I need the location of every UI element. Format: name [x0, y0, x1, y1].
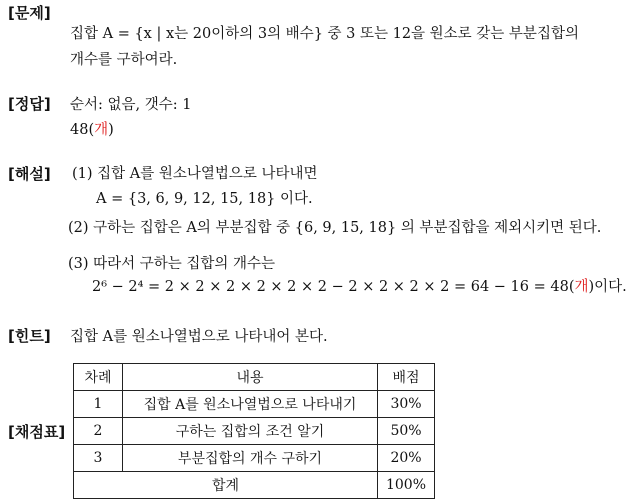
solution-label: [해설]: [8, 165, 51, 183]
problem-text-line1: 집합 A = {x | x는 20이하의 3의 배수} 중 3 또는 12을 원소로 갖는 부분집합의: [70, 26, 579, 42]
answer-label: [정답]: [8, 95, 51, 113]
table-row: [74, 445, 435, 472]
answer-line1: 순서: 없음, 갯수: 1: [70, 97, 192, 113]
table-row: [74, 418, 435, 445]
solution-step1: (1) 집합 A를 원소나열법으로 나타내면: [72, 166, 318, 182]
rubric-table: [73, 363, 435, 499]
row-content: 부분집합의 개수 구하기: [123, 445, 378, 472]
problem-text-line2: 개수를 구하여라.: [70, 52, 178, 68]
solution-calc-unit: 개: [574, 279, 589, 295]
answer-close: ): [108, 122, 114, 138]
solution-step3-calc: [92, 277, 627, 297]
row-number: 1: [74, 391, 123, 418]
row-content: 구하는 집합의 조건 알기: [123, 418, 378, 445]
row-content: 집합 A를 원소나열법으로 나타내기: [123, 391, 378, 418]
rubric-total-row: [74, 472, 435, 499]
solution-step3: (3) 따라서 구하는 집합의 개수는: [68, 256, 276, 272]
total-label: 합계: [74, 472, 378, 499]
header-order: 차례: [74, 364, 123, 391]
table-row: [74, 391, 435, 418]
row-score: 30%: [378, 391, 435, 418]
answer-line2: [70, 120, 114, 140]
row-number: 3: [74, 445, 123, 472]
solution-step2: (2) 구하는 집합은 A의 부분집합 중 {6, 9, 15, 18} 의 부분집합을 제외시키면 된다.: [68, 220, 602, 236]
row-number: 2: [74, 418, 123, 445]
answer-unit: 개: [94, 122, 109, 138]
total-score: 100%: [378, 472, 435, 499]
rubric-label: [채점표]: [8, 423, 66, 441]
row-score: 50%: [378, 418, 435, 445]
solution-step1-set: A = {3, 6, 9, 12, 15, 18} 이다.: [96, 191, 313, 207]
header-score: 배점: [378, 364, 435, 391]
answer-count: 48(: [70, 122, 95, 138]
problem-label: [문제]: [8, 4, 51, 22]
solution-calc-end: )이다.: [588, 279, 627, 295]
header-content: 내용: [123, 364, 378, 391]
hint-label: [힌트]: [8, 327, 51, 345]
rubric-header-row: [74, 364, 435, 391]
hint-text: 집합 A를 원소나열법으로 나타내어 본다.: [70, 329, 328, 345]
solution-calc-expr: 2⁶ − 2⁴ = 2 × 2 × 2 × 2 × 2 × 2 − 2 × 2 × 2 × 2 = 64 − 16 = 48(: [92, 279, 575, 295]
row-score: 20%: [378, 445, 435, 472]
